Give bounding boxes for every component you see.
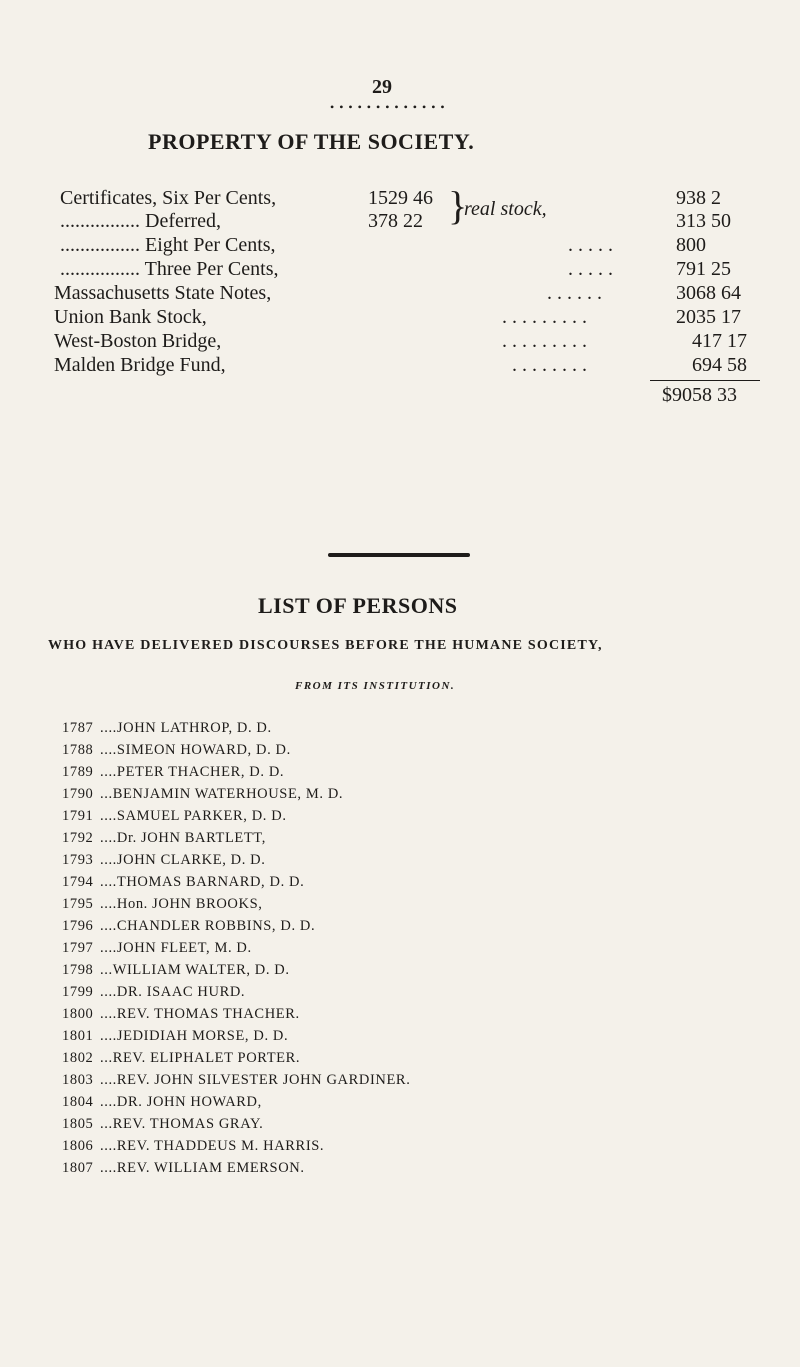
person-sep: .... <box>100 764 117 780</box>
list-item <box>62 874 304 891</box>
property-item-leader: . . . . . . . . . <box>502 306 587 328</box>
person-sep: .... <box>100 808 117 824</box>
person-name: DR. ISAAC HURD. <box>116 984 246 1000</box>
list-item <box>62 1138 324 1155</box>
certificates-row1-amount: 1529 46 <box>368 187 433 209</box>
list-item <box>62 1116 263 1133</box>
list-item <box>62 896 262 913</box>
person-year: 1802 <box>62 1050 94 1066</box>
property-heading: PROPERTY OF THE SOCIETY. <box>148 129 475 154</box>
list-item <box>62 1072 410 1089</box>
person-year: 1801 <box>62 1028 94 1044</box>
person-name: JOHN CLARKE, D. D. <box>116 852 266 868</box>
person-sep: .... <box>100 1160 117 1176</box>
list-item <box>62 742 291 759</box>
certificates-row1-label: Certificates, Six Per Cents, <box>60 187 277 209</box>
list-item <box>62 1028 288 1045</box>
list-item <box>62 962 290 979</box>
person-year: 1804 <box>62 1094 94 1110</box>
property-item-value: 791 25 <box>676 258 731 280</box>
person-name: DR. JOHN HOWARD, <box>116 1094 262 1110</box>
person-sep: .... <box>100 830 117 846</box>
person-year: 1790 <box>62 786 94 802</box>
person-year: 1807 <box>62 1160 94 1176</box>
property-item-leader: . . . . . . . . <box>512 354 587 376</box>
person-name: REV. WILLIAM EMERSON. <box>116 1160 305 1176</box>
person-sep: .... <box>100 896 117 912</box>
person-sep: ... <box>100 1116 113 1132</box>
property-item-leader: . . . . . . <box>547 282 602 304</box>
person-year: 1793 <box>62 852 94 868</box>
person-name: SIMEON HOWARD, D. D. <box>116 742 291 758</box>
list-item <box>62 852 265 869</box>
total-rule <box>650 380 760 381</box>
list-item <box>62 830 266 847</box>
person-name: BENJAMIN WATERHOUSE, M. D. <box>112 786 344 802</box>
list-item <box>62 984 245 1001</box>
property-item-label: West-Boston Bridge, <box>54 330 222 352</box>
person-sep: .... <box>100 1028 117 1044</box>
person-year: 1806 <box>62 1138 94 1154</box>
property-item-label: ................ Three Per Cents, <box>60 258 279 280</box>
certificates-row1-value: 938 2 <box>676 187 721 209</box>
person-year: 1789 <box>62 764 94 780</box>
person-year: 1799 <box>62 984 94 1000</box>
property-item-leader: . . . . . <box>568 234 613 256</box>
person-name: SAMUEL PARKER, D. D. <box>116 808 287 824</box>
certificates-note: real stock, <box>464 198 547 220</box>
list-item <box>62 1160 305 1177</box>
property-item-label: ................ Eight Per Cents, <box>60 234 276 256</box>
divider-ornament <box>328 553 470 557</box>
certificates-row2-amount: 378 22 <box>368 210 423 232</box>
list-item <box>62 764 284 781</box>
property-item-value: 2035 17 <box>676 306 741 328</box>
person-year: 1797 <box>62 940 94 956</box>
list-item <box>62 1006 300 1023</box>
person-year: 1798 <box>62 962 94 978</box>
person-sep: .... <box>100 940 117 956</box>
person-name: REV. THOMAS GRAY. <box>112 1116 264 1132</box>
list-item <box>62 808 287 825</box>
person-name: JOHN FLEET, M. D. <box>116 940 252 956</box>
person-year: 1794 <box>62 874 94 890</box>
list-item <box>62 1094 262 1111</box>
certificates-row2-value: 313 50 <box>676 210 731 232</box>
person-year: 1803 <box>62 1072 94 1088</box>
property-item-label: Union Bank Stock, <box>54 306 207 328</box>
list-institution: FROM ITS INSTITUTION. <box>295 680 456 692</box>
property-item-label: Massachusetts State Notes, <box>54 282 272 304</box>
person-sep: .... <box>100 852 117 868</box>
person-year: 1788 <box>62 742 94 758</box>
list-item <box>62 786 343 803</box>
person-year: 1796 <box>62 918 94 934</box>
list-item <box>62 720 272 737</box>
person-name: REV. THOMAS THACHER. <box>116 1006 300 1022</box>
person-year: 1791 <box>62 808 94 824</box>
property-total: $9058 33 <box>662 384 737 406</box>
property-item-value: 800 <box>676 234 706 256</box>
person-sep: .... <box>100 742 117 758</box>
person-year: 1795 <box>62 896 94 912</box>
list-subheading: WHO HAVE DELIVERED DISCOURSES BEFORE THE HUMANE SOCIETY, <box>48 638 603 653</box>
property-item-value: 3068 64 <box>676 282 741 304</box>
person-sep: .... <box>100 984 117 1000</box>
person-name: JOHN LATHROP, D. D. <box>116 720 272 736</box>
person-name: JEDIDIAH MORSE, D. D. <box>116 1028 289 1044</box>
person-sep: .... <box>100 1006 117 1022</box>
person-name: Hon. JOHN BROOKS, <box>116 896 263 912</box>
person-sep: .... <box>100 720 117 736</box>
page-number: 29 <box>372 76 392 98</box>
person-sep: .... <box>100 1138 117 1154</box>
person-name: CHANDLER ROBBINS, D. D. <box>116 918 316 934</box>
person-sep: .... <box>100 918 117 934</box>
list-item <box>62 1050 300 1067</box>
property-item-leader: . . . . . . . . . <box>502 330 587 352</box>
person-name: REV. JOHN SILVESTER JOHN GARDINER. <box>116 1072 411 1088</box>
person-name: REV. ELIPHALET PORTER. <box>112 1050 301 1066</box>
person-sep: .... <box>100 1072 117 1088</box>
person-year: 1792 <box>62 830 94 846</box>
property-item-value: 417 17 <box>692 330 747 352</box>
person-name: THOMAS BARNARD, D. D. <box>116 874 305 890</box>
person-sep: ... <box>100 962 113 978</box>
property-item-leader: . . . . . <box>568 258 613 280</box>
top-dots: • • • • • • • • • • • • • <box>330 100 446 114</box>
person-sep: .... <box>100 874 117 890</box>
person-name: Dr. JOHN BARTLETT, <box>116 830 266 846</box>
person-sep: ... <box>100 786 113 802</box>
person-sep: .... <box>100 1094 117 1110</box>
person-year: 1800 <box>62 1006 94 1022</box>
person-name: WILLIAM WALTER, D. D. <box>112 962 290 978</box>
list-heading: LIST OF PERSONS <box>258 593 458 618</box>
list-item <box>62 918 315 935</box>
person-name: PETER THACHER, D. D. <box>116 764 285 780</box>
person-name: REV. THADDEUS M. HARRIS. <box>116 1138 325 1154</box>
person-year: 1805 <box>62 1116 94 1132</box>
person-year: 1787 <box>62 720 94 736</box>
property-item-value: 694 58 <box>692 354 747 376</box>
person-sep: ... <box>100 1050 113 1066</box>
certificates-bracket: } <box>448 183 468 228</box>
property-item-label: Malden Bridge Fund, <box>54 354 226 376</box>
certificates-row2-label: ................ Deferred, <box>60 210 222 232</box>
list-item <box>62 940 252 957</box>
